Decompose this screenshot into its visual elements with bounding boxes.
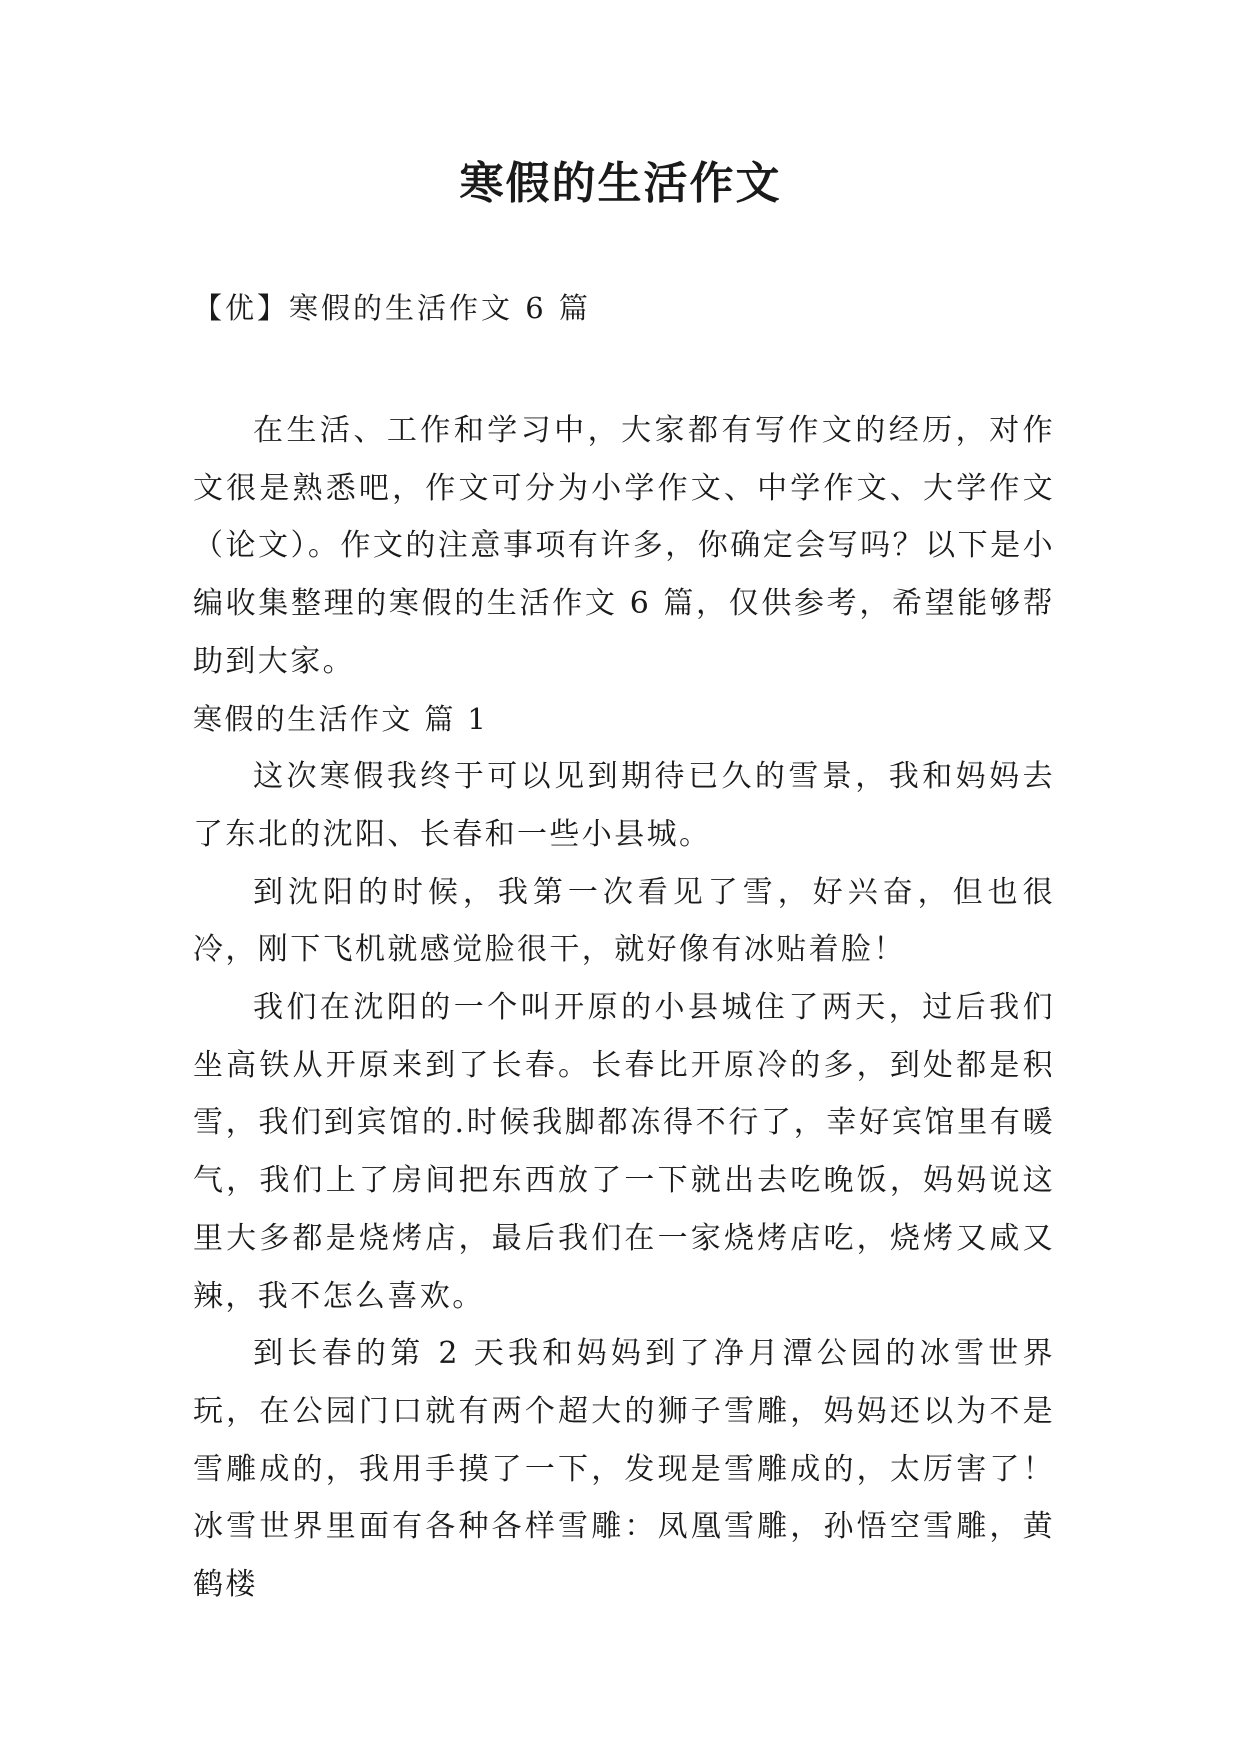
section-heading: 寒假的生活作文 篇 1	[193, 701, 489, 736]
body-paragraph: 我们在沈阳的一个叫开原的小县城住了两天，过后我们坐高铁从开原来到了长春。长春比开原冷的多，到处都是积雪，我们到宾馆的.时候我脚都冻得不行了，幸好宾馆里有暖气，我们上了房间把东西放了一下就出去吃晚饭，妈妈说这里大多都是烧烤店，最后我们在一家烧烤店吃，烧烤又咸又辣，我不怎么喜欢。	[193, 990, 1055, 1314]
document-body	[193, 402, 1055, 1614]
document-title: 寒假的生活作文	[459, 158, 782, 209]
intro-paragraph: 在生活、工作和学习中，大家都有写作文的经历，对作文很是熟悉吧，作文可分为小学作文、中学作文、大学作文（论文）。作文的注意事项有许多，你确定会写吗？以下是小编收集整理的寒假的生活作文 6 篇，仅供参考，希望能够帮助到大家。	[193, 413, 1055, 679]
body-paragraph: 到沈阳的时候，我第一次看见了雪，好兴奋，但也很冷，刚下飞机就感觉脸很干，就好像有冰贴着脸！	[193, 874, 1055, 968]
body-paragraph: 到长春的第 2 天我和妈妈到了净月潭公园的冰雪世界玩，在公园门口就有两个超大的狮子雪雕，妈妈还以为不是雪雕成的，我用手摸了一下，发现是雪雕成的，太厉害了！冰雪世界里面有各种各样雪雕：凤凰雪雕，孙悟空雪雕，黄鹤楼	[193, 1336, 1055, 1603]
document-subtitle: 【优】寒假的生活作文 6 篇	[193, 291, 591, 325]
body-paragraph: 这次寒假我终于可以见到期待已久的雪景，我和妈妈去了东北的沈阳、长春和一些小县城。	[193, 759, 1055, 852]
